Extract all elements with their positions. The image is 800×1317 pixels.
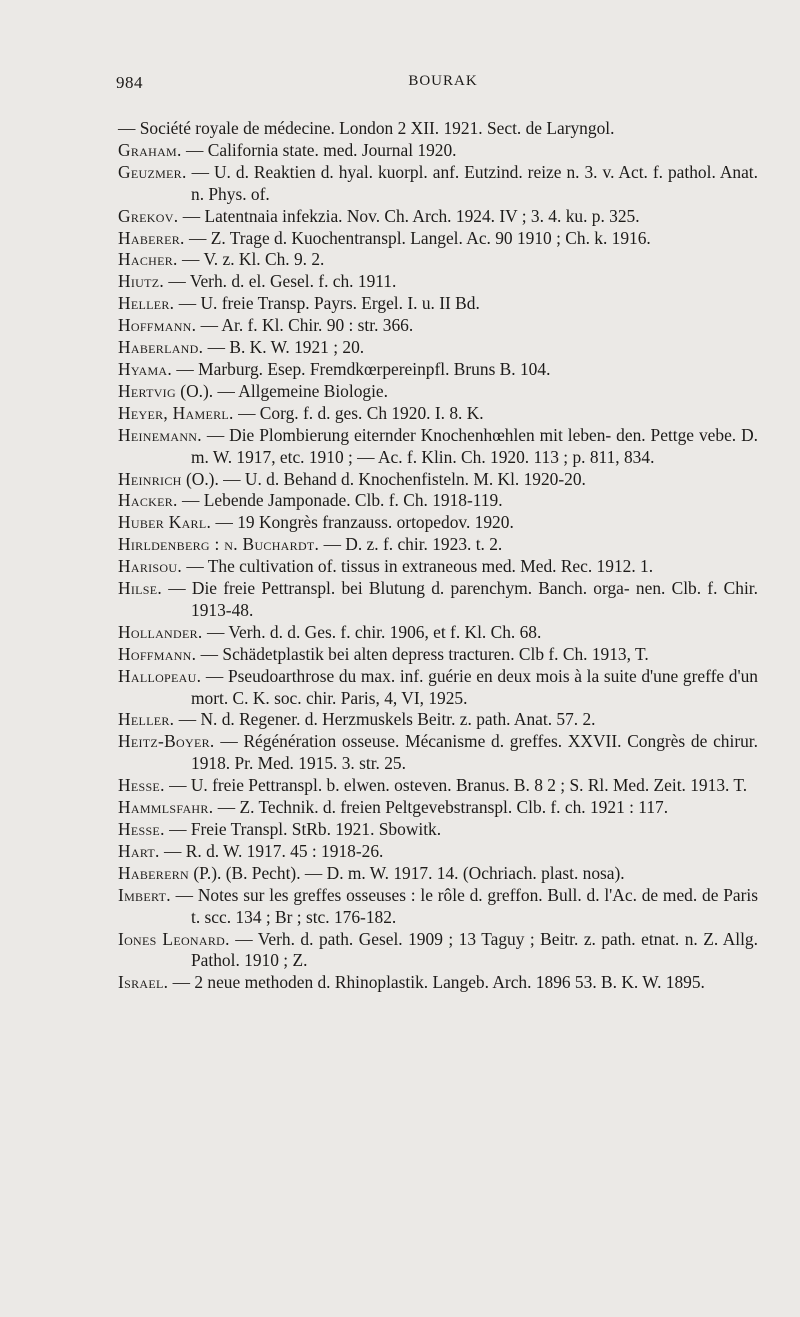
author-name: Heitz-Boyer. — [118, 731, 215, 752]
entry-text: — The cultivation of. tissus in extraneous med. Med. Rec. 1912. 1. — [186, 556, 654, 577]
author-name: Hertvig — [118, 380, 176, 401]
bibliography-entry — [118, 206, 758, 228]
bibliography-entry — [118, 819, 758, 841]
page-number: 984 — [116, 73, 143, 92]
author-name: Hoffmann. — [118, 315, 197, 336]
author-name: Hilse. — [118, 578, 163, 599]
bibliography-entry — [118, 534, 758, 556]
author-name: Hart. — [118, 840, 160, 861]
bibliography-entry — [118, 512, 758, 534]
author-name: Harisou. — [118, 556, 182, 577]
author-name: Heller. — [118, 709, 175, 730]
author-name: Israel. — [118, 972, 169, 993]
author-name: Hallopeau. — [118, 665, 202, 686]
entry-text: — D. z. f. chir. 1923. t. 2. — [323, 534, 503, 555]
entry-text: — Société royale de médecine. London 2 XII. 1921. Sect. de Laryngol. — [118, 118, 615, 138]
entry-text: — Schädetplastik bei alten depress tracturen. Clb f. Ch. 1913, T. — [200, 643, 649, 664]
entry-text: — Die freie Pettranspl. bei Blutung d. parenchym. Banch. orga- nen. Clb. f. Chir. 1913-48. — [168, 578, 758, 620]
entry-text: — Z. Technik. d. freien Peltgevebstranspl. Clb. f. ch. 1921 : 117. — [217, 797, 669, 818]
entry-text: — Pseudoarthrose du max. inf. guérie en deux mois à la suite d'une greffe d'un mort. C. K. soc. chir. Paris, 4, VI, 1925. — [191, 665, 758, 708]
author-name: Hollander. — [118, 621, 203, 642]
author-name: Haberland. — [118, 337, 204, 358]
entry-text: — Ar. f. Kl. Chir. 90 : str. 366. — [200, 315, 414, 336]
bibliography-entry — [118, 972, 758, 994]
author-name: Hoffmann. — [118, 643, 197, 664]
bibliography-entry — [118, 556, 758, 578]
bibliography-entry — [118, 249, 758, 271]
author-name: Iones Leonard. — [118, 928, 230, 949]
entry-text: — Verh. d. el. Gesel. f. ch. 1911. — [168, 271, 397, 292]
author-name: Geuzmer. — [118, 161, 187, 182]
entry-text: — California state. med. Journal 1920. — [186, 139, 457, 160]
entry-text: — N. d. Regener. d. Herzmuskels Beitr. z. path. Anat. 57. 2. — [178, 709, 596, 730]
bibliography-entry — [118, 885, 758, 929]
entry-text: — Corg. f. d. ges. Ch 1920. I. 8. K. — [238, 402, 484, 423]
bibliography-entry — [118, 228, 758, 250]
entry-text: — Régénération osseuse. Mécanisme d. greffes. XXVII. Congrès de chirur. 1918. Pr. Med. 1915. 3. str. 25. — [191, 731, 758, 774]
bibliography-entry — [118, 271, 758, 293]
entry-text: — U. d. Reaktien d. hyal. kuorpl. anf. Eutzind. reize n. 3. v. Act. f. pathol. Anat. n. Phys. of. — [191, 161, 758, 204]
bibliography-entry — [118, 315, 758, 337]
author-name: Hacker. — [118, 490, 178, 511]
entry-text: — B. K. W. 1921 ; 20. — [207, 337, 365, 358]
entry-text: — 19 Kongrès franzauss. ortopedov. 1920. — [215, 512, 514, 533]
author-name: Heinrich — [118, 468, 182, 489]
bibliography-entry — [118, 797, 758, 819]
entry-text: — Verh. d. path. Gesel. 1909 ; 13 Taguy ; Beitr. z. path. etnat. n. Z. Allg. Pathol. 1910 ; Z. — [191, 928, 758, 971]
entry-text: — Freie Transpl. StRb. 1921. Sbowitk. — [169, 819, 442, 839]
bibliography-entry — [118, 709, 758, 731]
bibliography-list — [118, 118, 758, 994]
bibliography-entry — [118, 359, 758, 381]
author-name: Haberer. — [118, 227, 185, 248]
bibliography-entry — [118, 622, 758, 644]
bibliography-entry — [118, 775, 758, 797]
author-name: Grekov. — [118, 205, 179, 226]
entry-text: — Z. Trage d. Kuochentranspl. Langel. Ac. 90 1910 ; Ch. k. 1916. — [189, 227, 651, 248]
bibliography-entry — [118, 162, 758, 206]
entry-text: — Notes sur les greffes osseuses : le rôle d. greffon. Bull. d. l'Ac. de med. de Paris t. scc. 134 ; Br ; stc. 176-182. — [175, 884, 758, 927]
entry-text: — R. d. W. 1917. 45 : 1918-26. — [164, 840, 384, 861]
bibliography-entry — [118, 118, 758, 140]
entry-text: (P.). (B. Pecht). — D. m. W. 1917. 14. (Ochriach. plast. nosa). — [193, 862, 625, 883]
author-name: Hacher. — [118, 249, 178, 270]
author-name: Graham. — [118, 139, 182, 160]
entry-text: — Lebende Jamponade. Clb. f. Ch. 1918-119. — [182, 490, 503, 511]
author-name: Hiutz. — [118, 271, 165, 292]
entry-text: — Latentnaia infekzia. Nov. Ch. Arch. 1924. IV ; 3. 4. ku. p. 325. — [182, 205, 640, 226]
bibliography-entry — [118, 140, 758, 162]
author-name: Haberern — [118, 862, 189, 883]
bibliography-entry — [118, 381, 758, 403]
bibliography-entry — [118, 644, 758, 666]
bibliography-entry — [118, 337, 758, 359]
entry-text: — Marburg. Esep. Fremdkœrpereinpfl. Bruns B. 104. — [176, 358, 551, 379]
entry-text: — U. freie Pettranspl. b. elwen. osteven. Branus. B. 8 2 ; S. Rl. Med. Zeit. 1913. T. — [169, 775, 748, 796]
bibliography-entry — [118, 841, 758, 863]
entry-text: — V. z. Kl. Ch. 9. 2. — [182, 249, 325, 270]
bibliography-entry — [118, 731, 758, 775]
running-title: BOURAK — [408, 73, 478, 89]
author-name: Hesse. — [118, 775, 165, 796]
author-name: Hirldenberg : n. Buchardt. — [118, 534, 320, 555]
running-head — [116, 73, 740, 99]
bibliography-entry — [118, 666, 758, 710]
entry-text: — Die Plombierung eiternder Knochenhœhlen mit leben- den. Pettge vebe. D. m. W. 1917, etc. 1910 ; — Ac. f. Klin. Ch. 1920. 113 ; p. 811, 834. — [191, 424, 758, 467]
bibliography-entry — [118, 863, 758, 885]
bibliography-entry — [118, 929, 758, 973]
bibliography-entry — [118, 578, 758, 622]
bibliography-entry — [118, 469, 758, 491]
author-name: Heinemann. — [118, 424, 202, 445]
author-name: Hyama. — [118, 358, 173, 379]
entry-text: — 2 neue methoden d. Rhinoplastik. Langeb. Arch. 1896 53. B. K. W. 1895. — [172, 972, 705, 993]
author-name: Hammlsfahr. — [118, 797, 214, 818]
author-name: Heyer, Hamerl. — [118, 402, 234, 423]
author-name: Huber Karl. — [118, 512, 212, 533]
bibliography-entry — [118, 403, 758, 425]
entry-text: (O.). — Allgemeine Biologie. — [180, 380, 388, 401]
entry-text: — Verh. d. d. Ges. f. chir. 1906, et f. Kl. Ch. 68. — [206, 621, 542, 642]
bibliography-entry — [118, 293, 758, 315]
author-name: Imbert. — [118, 884, 171, 905]
author-name: Heller. — [118, 293, 175, 314]
bibliography-entry — [118, 425, 758, 469]
entry-text: (O.). — U. d. Behand d. Knochenfisteln. M. Kl. 1920-20. — [185, 468, 586, 489]
author-name: Hesse. — [118, 819, 165, 839]
entry-text: — U. freie Transp. Payrs. Ergel. I. u. II Bd. — [178, 293, 480, 314]
bibliography-entry — [118, 490, 758, 512]
